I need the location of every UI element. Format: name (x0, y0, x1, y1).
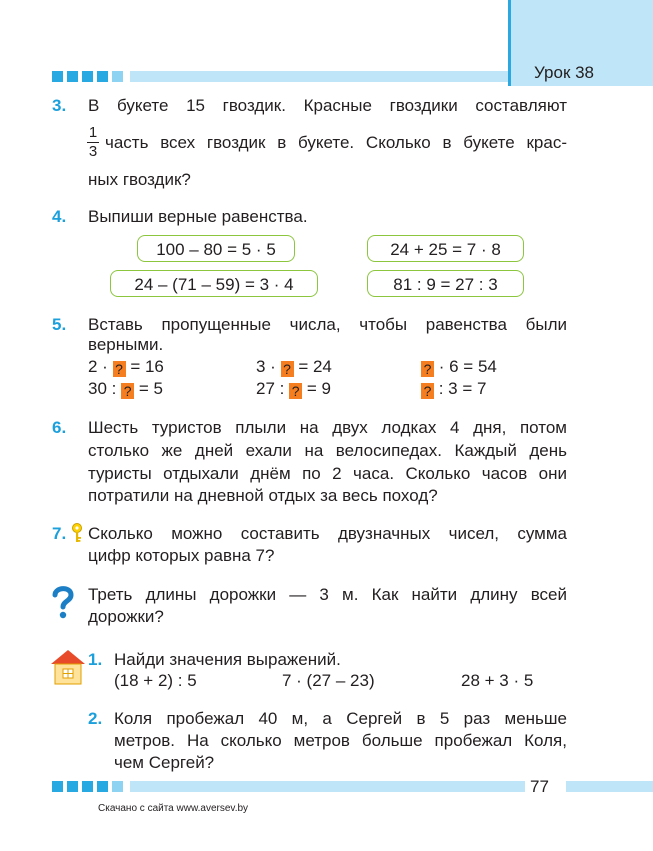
missing-number-box: ? (421, 383, 434, 399)
task-number: 4. (52, 207, 67, 226)
key-icon (70, 522, 84, 549)
homework-number: 1. (88, 650, 103, 669)
lesson-title: Урок 38 (534, 63, 595, 82)
header-square (67, 71, 78, 82)
header-square (112, 71, 123, 82)
task-number: 7. (52, 524, 67, 543)
missing-number-box: ? (113, 361, 126, 377)
footer-stripe (130, 781, 525, 792)
expression: (18 + 2) : 5 (114, 671, 197, 690)
equation-box: 24 – (71 – 59) = 3 · 4 (110, 270, 318, 297)
page-number: 77 (530, 777, 549, 796)
question-mark-icon (50, 584, 76, 625)
missing-equation: 27 : ? = 9 (256, 379, 331, 399)
task3-line1: В букете 15 гвоздик. Красные гвоздики составляют (88, 96, 567, 115)
homework1-text: Найди значения выражений. (114, 650, 341, 669)
expression: 28 + 3 · 5 (461, 671, 534, 690)
missing-equation: 3 · ? = 24 (256, 357, 332, 377)
house-icon (49, 647, 87, 692)
fraction (86, 125, 100, 160)
task7-line1: Сколько можно составить двузначных чисел, сумма (88, 524, 567, 543)
footer-square (67, 781, 78, 792)
task5-line1: Вставь пропущенные числа, чтобы равенства были (88, 315, 567, 334)
task6-line3: туристы отдыхали днём по 2 часа. Сколько часов они (88, 464, 567, 483)
header-square (82, 71, 93, 82)
question-line1: Треть длины дорожки — 3 м. Как найти длину всей (88, 585, 567, 604)
task3-line2: часть всех гвоздик в букете. Сколько в букете крас- (105, 133, 567, 152)
source-note: Скачано с сайта www.aversev.by (98, 803, 249, 814)
missing-equation: ? · 6 = 54 (421, 357, 497, 377)
homework2-line2: метров. На сколько метров больше пробежал Коля, (114, 731, 567, 750)
task4-text: Выпиши верные равенства. (88, 207, 308, 226)
footer-square (112, 781, 123, 792)
fraction-numerator: 1 (88, 124, 98, 141)
footer-square (52, 781, 63, 792)
footer-square (82, 781, 93, 792)
task-number: 3. (52, 96, 67, 115)
equation-box: 81 : 9 = 27 : 3 (367, 270, 524, 297)
header-square (97, 71, 108, 82)
header-stripe (130, 71, 510, 82)
header-square (52, 71, 63, 82)
missing-number-box: ? (121, 383, 134, 399)
task6-line4: потратили на дневной отдых за весь поход? (88, 486, 438, 505)
task-number: 6. (52, 418, 67, 437)
missing-number-box: ? (281, 361, 294, 377)
task6-line2: столько же дней ехали на велосипедах. Каждый день (88, 441, 567, 460)
missing-equation: ? : 3 = 7 (421, 379, 486, 399)
homework2-line1: Коля пробежал 40 м, а Сергей в 5 раз меньше (114, 709, 567, 728)
fraction-denominator: 3 (88, 143, 98, 160)
equation-box: 24 + 25 = 7 · 8 (367, 235, 524, 262)
task7-line2: цифр которых равна 7? (88, 546, 275, 565)
task3-line3: ных гвоздик? (88, 170, 191, 189)
homework2-line3: чем Сергей? (114, 753, 215, 772)
homework-number: 2. (88, 709, 103, 728)
missing-equation: 2 · ? = 16 (88, 357, 164, 377)
task5-line2: верными. (88, 335, 164, 354)
missing-equation: 30 : ? = 5 (88, 379, 163, 399)
missing-number-box: ? (289, 383, 302, 399)
expression: 7 · (27 – 23) (282, 671, 375, 690)
task-number: 5. (52, 315, 67, 334)
question-line2: дорожки? (88, 607, 164, 626)
missing-number-box: ? (421, 361, 434, 377)
equation-box: 100 – 80 = 5 · 5 (137, 235, 295, 262)
footer-square (97, 781, 108, 792)
footer-stripe (566, 781, 653, 792)
task6-line1: Шесть туристов плыли на двух лодках 4 дня, потом (88, 418, 567, 437)
